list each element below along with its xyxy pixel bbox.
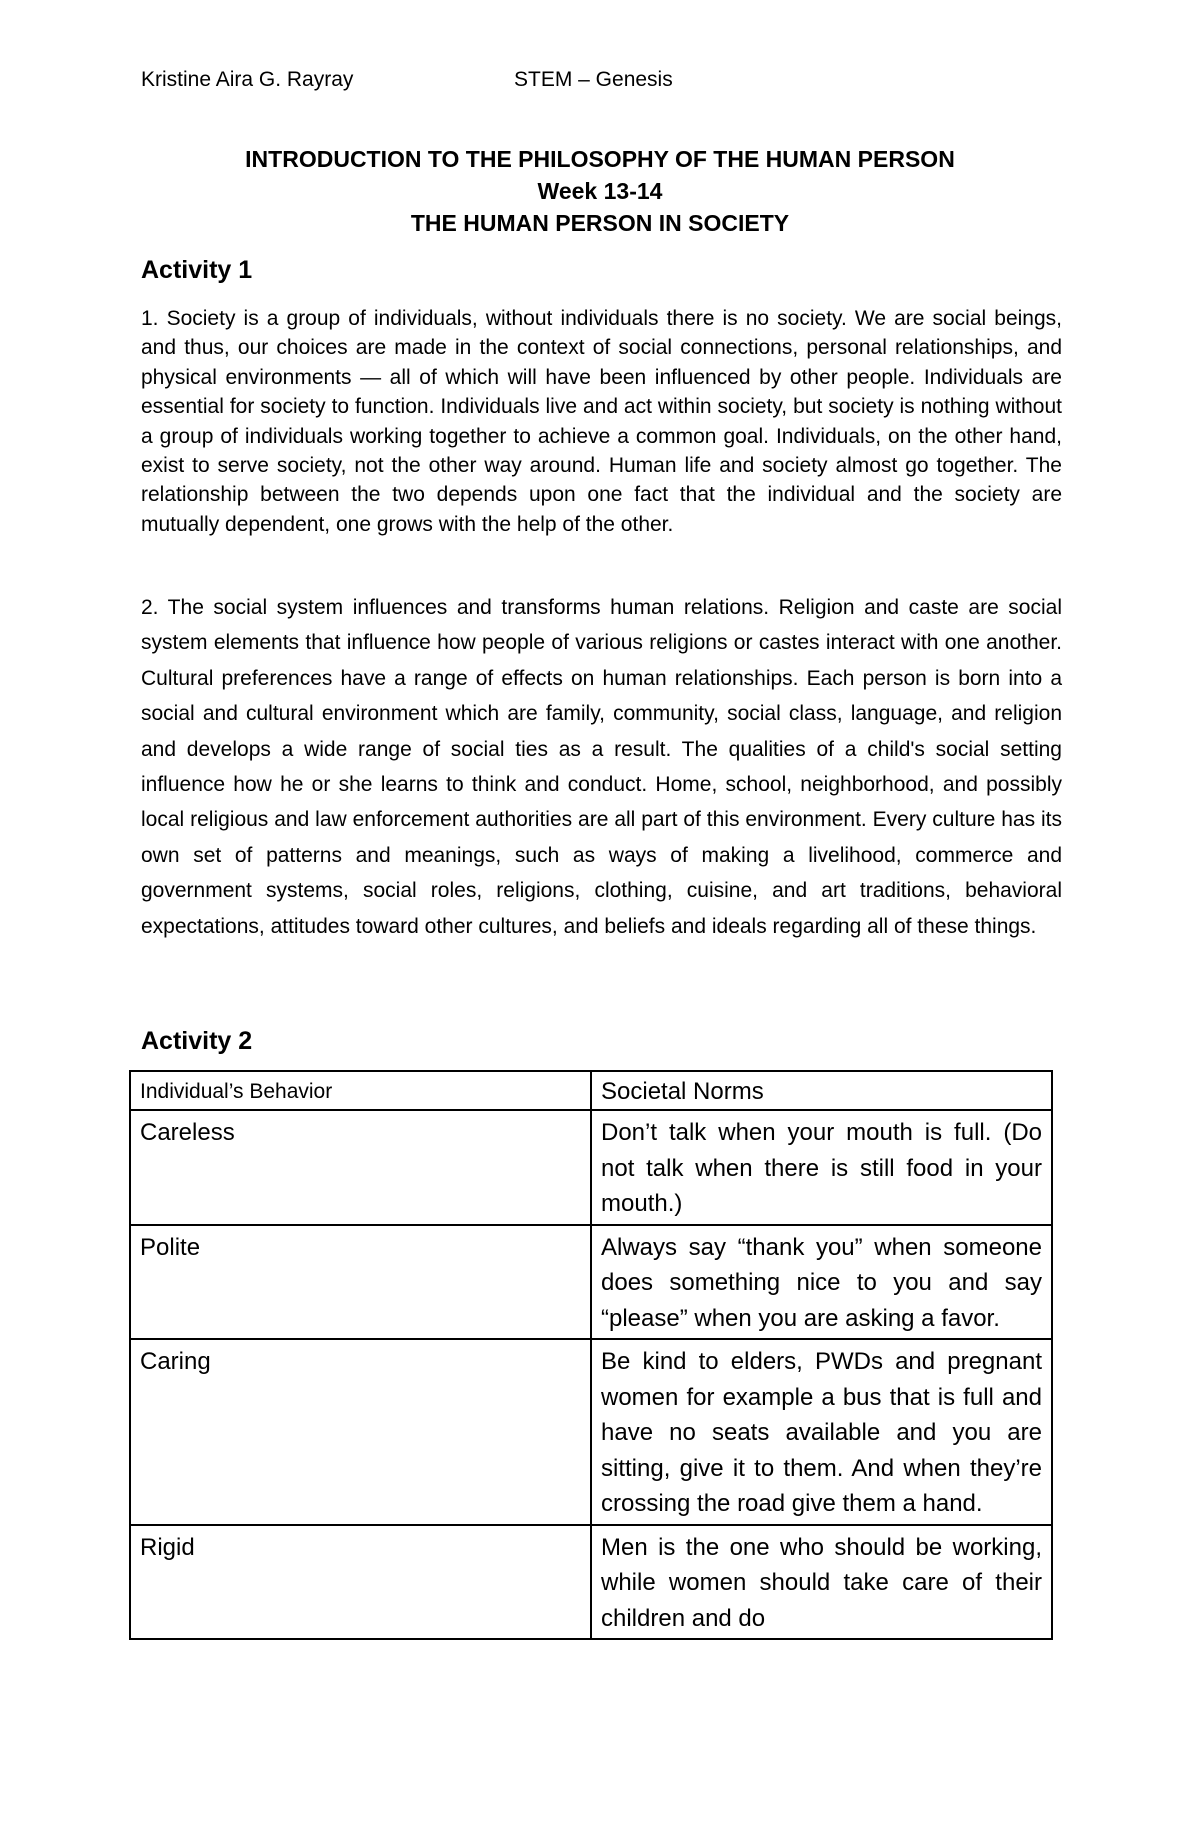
behavior-cell: Polite (130, 1225, 591, 1340)
norm-cell: Always say “thank you” when someone does something nice to you and say “please” when you are asking a favor. (591, 1225, 1052, 1340)
subject-title: INTRODUCTION TO THE PHILOSOPHY OF THE HUMAN PERSON (245, 146, 955, 172)
behavior-cell: Careless (130, 1110, 591, 1225)
column-header-behavior: Individual’s Behavior (130, 1071, 591, 1110)
table-header-row (130, 1071, 1052, 1110)
column-header-norms: Societal Norms (591, 1071, 1052, 1110)
norm-cell: Don’t talk when your mouth is full. (Do not talk when there is still food in your mouth.) (591, 1110, 1052, 1225)
topic-title: THE HUMAN PERSON IN SOCIETY (410, 210, 790, 236)
activity-1-answer-1: 1. Society is a group of individuals, without individuals there is no society. We are social beings, and thus, our choices are made in the context of social connections, personal relationships, and physical environments — all of which will have been influenced by other people. Individuals are essential for society to function. Individuals live and act within society, but society is nothing without a group of individuals working together to achieve a common goal. Individuals, on the other hand, exist to serve society, not the other way around. Human life and society almost go together. The relationship between the two depends upon one fact that the individual and the society are mutually dependent, one grows with the help of the other. (141, 307, 1062, 536)
activity-1-answer-2: 2. The social system influences and transforms human relations. Religion and caste are social system elements that influence how people of various religions or castes interact with one another. Cultural preferences have a range of effects on human relationships. Each person is born into a social and cultural environment which are family, community, social class, language, and religion and develops a wide range of social ties as a result. The qualities of a child's social setting influence how he or she learns to think and conduct. Home, school, neighborhood, and possibly local religious and law enforcement authorities are all part of this environment. Every culture has its own set of patterns and meanings, such as ways of making a livelihood, commerce and government systems, social roles, religions, clothing, cuisine, and art traditions, behavioral expectations, attitudes toward other cultures, and beliefs and ideals regarding all of these things. (141, 596, 1062, 938)
behavior-cell: Caring (130, 1339, 591, 1525)
table-row (130, 1525, 1052, 1640)
student-name: Kristine Aira G. Rayray (141, 68, 354, 91)
course-section: STEM – Genesis (514, 68, 673, 91)
table-row (130, 1110, 1052, 1225)
norm-cell: Men is the one who should be working, while women should take care of their children and do (591, 1525, 1052, 1640)
title-block (0, 143, 1200, 239)
activity-2-heading: Activity 2 (141, 1027, 253, 1055)
table-row (130, 1225, 1052, 1340)
table-row (130, 1339, 1052, 1525)
norm-cell: Be kind to elders, PWDs and pregnant women for example a bus that is full and have no seats available and you are sitting, give it to them. And when they’re crossing the road give them a hand. (591, 1339, 1052, 1525)
behavior-norms-table (129, 1070, 1053, 1640)
activity-1-heading: Activity 1 (141, 256, 253, 284)
behavior-cell: Rigid (130, 1525, 591, 1640)
week-title: Week 13-14 (537, 178, 663, 204)
